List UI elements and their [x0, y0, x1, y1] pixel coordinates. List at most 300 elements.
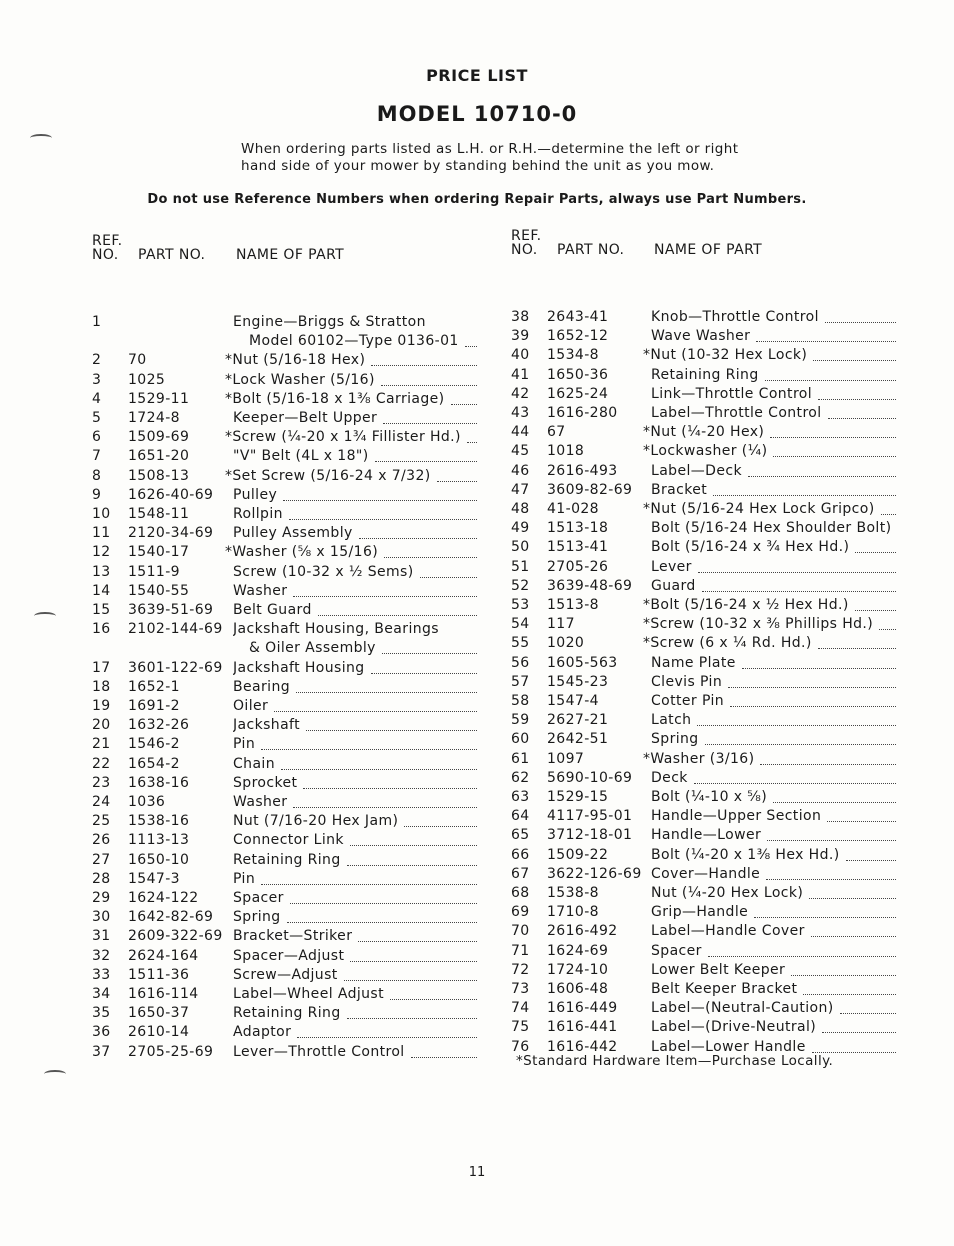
- part-row: [92, 602, 482, 621]
- part-row: [92, 564, 482, 583]
- part-name: Label—Wheel Adjust: [233, 986, 385, 1002]
- dot-leader: [283, 500, 477, 501]
- dot-leader: [437, 481, 477, 482]
- part-number: 1650-10: [128, 851, 190, 868]
- dot-leader: [287, 922, 477, 923]
- ref-number: 11: [92, 525, 111, 542]
- part-number: 1529-15: [547, 789, 609, 805]
- part-name: *Bolt (5/16-24 x ½ Hex Hd.): [643, 597, 849, 613]
- part-name: Label—(Drive-Neutral): [651, 1019, 817, 1036]
- reference-number-warning: Do not use Reference Numbers when ordering Repair Parts, always use Part Numbers.: [147, 192, 807, 207]
- part-row: [92, 391, 482, 410]
- part-name: Oiler: [233, 698, 269, 714]
- part-number: 1616-280: [547, 405, 618, 421]
- part-number: 1534-8: [547, 347, 599, 364]
- part-no-header: PART NO.: [557, 242, 625, 258]
- dot-leader: [730, 706, 896, 707]
- dot-leader: [754, 917, 896, 918]
- ref-number: 22: [92, 755, 111, 772]
- dot-leader: [371, 673, 477, 674]
- part-number: 1513-18: [547, 520, 609, 537]
- part-name: *Washer (⅝ x 15/16): [225, 544, 379, 561]
- ref-number: 48: [511, 501, 530, 517]
- part-name: Clevis Pin: [651, 673, 723, 690]
- part-number: 117: [547, 616, 575, 633]
- part-name: Engine—Briggs & Stratton: [233, 314, 426, 330]
- part-name: Bolt (5/16-24 x ¾ Hex Hd.): [651, 539, 850, 556]
- dot-leader: [879, 629, 896, 630]
- part-row: [92, 986, 482, 1005]
- part-number: 1097: [547, 750, 585, 767]
- ref-number: 23: [92, 774, 111, 791]
- part-number: 1547-4: [547, 693, 599, 709]
- parts-column-left: [92, 233, 482, 1060]
- part-number: 1540-55: [128, 582, 190, 599]
- part-number: 3639-48-69: [547, 577, 633, 594]
- ref-number: 10: [92, 506, 111, 522]
- dot-leader: [840, 1013, 896, 1014]
- part-name: *Lock Washer (5/16): [225, 371, 375, 388]
- part-name: *Screw (6 x ¼ Rd. Hd.): [643, 635, 812, 652]
- part-row: [511, 751, 901, 770]
- ref-number: 50: [511, 539, 530, 556]
- dot-leader: [694, 783, 896, 784]
- dot-leader: [765, 380, 896, 381]
- ref-number: 15: [92, 602, 111, 618]
- ref-number: 13: [92, 563, 111, 580]
- part-row: [511, 424, 901, 443]
- dot-leader: [811, 936, 896, 937]
- part-name: Spacer—Adjust: [233, 947, 345, 964]
- column-header-right: [511, 228, 901, 262]
- part-number: 2102-144-69: [128, 621, 223, 638]
- part-name: Nut (7/16-20 Hex Jam): [233, 813, 399, 830]
- part-name: Retaining Ring: [233, 851, 341, 868]
- part-row: [92, 525, 482, 544]
- part-name: Jackshaft: [233, 717, 301, 734]
- part-row: [92, 1005, 482, 1024]
- part-row: [511, 616, 901, 635]
- part-row: [511, 520, 901, 539]
- dot-leader: [825, 322, 896, 323]
- part-name: Screw (10-32 x ½ Sems): [233, 563, 414, 580]
- part-number: 3601-122-69: [128, 659, 223, 676]
- part-name: Label—(Neutral-Caution): [651, 1000, 834, 1017]
- part-row: [92, 1024, 482, 1043]
- part-name: Handle—Lower: [651, 827, 762, 844]
- dot-leader: [290, 903, 477, 904]
- ref-number: 67: [511, 865, 530, 882]
- ref-number: 24: [92, 794, 111, 810]
- ref-number: 56: [511, 654, 530, 671]
- part-name: Lever—Throttle Control: [233, 1043, 405, 1060]
- ref-number: 18: [92, 678, 111, 695]
- dot-leader: [705, 744, 896, 745]
- part-name: *Set Screw (5/16-24 x 7/32): [225, 467, 431, 484]
- page-number: 11: [468, 1165, 486, 1180]
- part-row: [511, 501, 901, 520]
- dot-leader: [420, 577, 477, 578]
- dot-leader: [358, 941, 477, 942]
- part-name: Spacer: [651, 942, 702, 959]
- part-name: Sprocket: [233, 774, 298, 791]
- hardware-footnote: *Standard Hardware Item—Purchase Locally.: [516, 1053, 834, 1069]
- dot-leader: [803, 994, 896, 995]
- part-row: [511, 770, 901, 789]
- ref-number: 65: [511, 827, 530, 844]
- part-number: 1652-12: [547, 328, 609, 345]
- part-row: [92, 948, 482, 967]
- part-name: Bolt (5/16-24 Hex Shoulder Bolt): [651, 520, 892, 537]
- ref-number: 36: [92, 1024, 111, 1041]
- part-name: "V" Belt (4L x 18"): [233, 448, 369, 465]
- part-number: 1616-441: [547, 1019, 618, 1036]
- part-row: [511, 923, 901, 942]
- ref-number: 62: [511, 769, 530, 786]
- parts-column-right: [511, 228, 901, 1055]
- ref-number: 2: [92, 352, 102, 369]
- dot-leader: [828, 418, 896, 419]
- dot-leader: [766, 879, 896, 880]
- dot-leader: [411, 1057, 477, 1058]
- part-name: *Nut (10-32 Hex Lock): [643, 347, 808, 364]
- name-of-part-header: NAME OF PART: [236, 247, 345, 263]
- part-number: 1511-36: [128, 966, 190, 983]
- ref-header-line1: REF.: [511, 228, 542, 244]
- part-row: [511, 847, 901, 866]
- ref-number: 34: [92, 986, 111, 1002]
- part-row: [92, 314, 482, 349]
- dot-leader: [742, 668, 896, 669]
- ref-number: 28: [92, 870, 111, 887]
- ref-number: 37: [92, 1043, 111, 1060]
- dot-leader: [813, 360, 896, 361]
- part-number: 1625-24: [547, 385, 609, 402]
- part-name: *Nut (¼-20 Hex): [643, 424, 765, 441]
- ref-number: 9: [92, 486, 102, 503]
- part-name: Bolt (¼-10 x ⅝): [651, 789, 768, 805]
- part-row: [92, 679, 482, 698]
- part-name: *Nut (5/16-24 Hex Lock Gripco): [643, 501, 875, 517]
- dot-leader: [382, 653, 477, 654]
- ref-number: 60: [511, 731, 530, 748]
- ref-number: 68: [511, 885, 530, 901]
- ref-number: 76: [511, 1038, 530, 1055]
- part-number: 1652-1: [128, 678, 180, 695]
- part-row: [92, 352, 482, 371]
- part-row: [92, 544, 482, 563]
- ref-number: 30: [92, 909, 111, 926]
- part-number: 2643-41: [547, 309, 609, 325]
- part-row: [92, 756, 482, 775]
- part-row: [92, 429, 482, 448]
- dot-leader: [375, 461, 477, 462]
- part-name: Latch: [651, 712, 692, 729]
- part-number: 1642-82-69: [128, 909, 214, 926]
- dot-leader: [791, 975, 896, 976]
- dot-leader: [261, 749, 477, 750]
- dot-leader: [293, 807, 477, 808]
- dot-leader: [451, 404, 477, 405]
- part-number: 1018: [547, 443, 585, 460]
- part-row: [511, 578, 901, 597]
- binder-hole-mark-middle: [34, 612, 56, 620]
- part-number: 2610-14: [128, 1024, 190, 1041]
- part-number: 1710-8: [547, 904, 599, 921]
- part-row: [511, 731, 901, 750]
- ref-number: 53: [511, 597, 530, 613]
- part-name: Spacer: [233, 890, 284, 906]
- part-number: 5690-10-69: [547, 769, 633, 786]
- ref-number: 29: [92, 890, 111, 906]
- part-name: Spring: [233, 909, 281, 926]
- part-row: [511, 463, 901, 482]
- part-row: [92, 717, 482, 736]
- ref-header-line2: NO.: [92, 247, 119, 263]
- part-number: 1025: [128, 371, 166, 388]
- part-name: Washer: [233, 582, 288, 599]
- part-name: Lever: [651, 558, 692, 575]
- part-name: Label—Handle Cover: [651, 923, 805, 940]
- dot-leader: [767, 840, 896, 841]
- part-name: Chain: [233, 755, 275, 772]
- part-number: 1724-8: [128, 410, 180, 426]
- part-row: [511, 1019, 901, 1038]
- dot-leader: [306, 730, 477, 731]
- ref-number: 21: [92, 736, 111, 753]
- ref-number: 7: [92, 448, 102, 465]
- part-name: Cotter Pin: [651, 693, 725, 709]
- dot-leader: [697, 725, 896, 726]
- ref-number: 51: [511, 558, 530, 575]
- dot-leader: [773, 456, 896, 457]
- ref-number: 39: [511, 328, 530, 345]
- dot-leader: [809, 898, 896, 899]
- dot-leader: [756, 341, 896, 342]
- part-row: [511, 386, 901, 405]
- ref-number: 1: [92, 314, 102, 330]
- dot-leader: [384, 557, 477, 558]
- ref-number: 47: [511, 481, 530, 498]
- ref-number: 12: [92, 544, 111, 561]
- part-name: Pulley: [233, 486, 278, 503]
- part-row: [511, 904, 901, 923]
- part-row: [92, 736, 482, 755]
- part-row: [511, 309, 901, 328]
- part-row: [92, 813, 482, 832]
- dot-leader: [708, 956, 896, 957]
- part-row: [92, 775, 482, 794]
- dot-leader: [347, 865, 477, 866]
- part-number: 41-028: [547, 501, 599, 517]
- dot-leader: [390, 999, 477, 1000]
- column-header-left: [92, 233, 482, 267]
- part-row: [92, 448, 482, 467]
- part-row: [511, 712, 901, 731]
- part-number: 1546-2: [128, 736, 180, 753]
- part-name: Label—Throttle Control: [651, 405, 822, 421]
- dot-leader: [713, 495, 896, 496]
- part-name: Nut (¼-20 Hex Lock): [651, 885, 804, 901]
- part-no-header: PART NO.: [138, 247, 206, 263]
- part-number: 70: [128, 352, 147, 369]
- part-number: 1513-41: [547, 539, 609, 556]
- ref-number: 32: [92, 947, 111, 964]
- part-row: [92, 832, 482, 851]
- dot-leader: [818, 648, 896, 649]
- part-name: Pulley Assembly: [233, 525, 353, 542]
- ref-number: 57: [511, 673, 530, 690]
- part-number: 2705-26: [547, 558, 609, 575]
- ref-header-line2: NO.: [511, 242, 538, 258]
- part-number: 1606-48: [547, 981, 609, 997]
- part-number: 3712-18-01: [547, 827, 633, 844]
- part-number: 1616-442: [547, 1038, 618, 1055]
- ref-number: 20: [92, 717, 111, 734]
- part-name: Bolt (¼-20 x 1⅜ Hex Hd.): [651, 846, 840, 863]
- part-name: *Screw (¼-20 x 1¾ Fillister Hd.): [225, 429, 461, 446]
- ref-number: 27: [92, 851, 111, 868]
- part-number: 1548-11: [128, 506, 190, 522]
- dot-leader: [822, 1032, 896, 1033]
- ref-number: 54: [511, 616, 530, 633]
- dot-leader: [770, 437, 896, 438]
- part-number: 1538-16: [128, 813, 190, 830]
- part-number: 1036: [128, 794, 166, 810]
- part-number: 1691-2: [128, 698, 180, 714]
- ref-number: 64: [511, 808, 530, 825]
- part-name: Washer: [233, 794, 288, 810]
- part-name-continued: Model 60102—Type 0136-01: [249, 333, 459, 349]
- ref-number: 63: [511, 789, 530, 805]
- part-number: 2642-51: [547, 731, 609, 748]
- part-row: [511, 981, 901, 1000]
- ref-number: 35: [92, 1005, 111, 1022]
- part-row: [511, 827, 901, 846]
- ref-number: 69: [511, 904, 530, 921]
- part-name: Link—Throttle Control: [651, 385, 813, 402]
- ref-number: 74: [511, 1000, 530, 1017]
- part-number: 2120-34-69: [128, 525, 214, 542]
- part-number: 1651-20: [128, 448, 190, 465]
- part-row: [511, 597, 901, 616]
- part-number: 1509-22: [547, 846, 609, 863]
- ref-number: 33: [92, 966, 111, 983]
- part-name: Knob—Throttle Control: [651, 309, 819, 325]
- dot-leader: [465, 346, 477, 347]
- part-number: 1626-40-69: [128, 486, 214, 503]
- part-name: Bracket—Striker: [233, 928, 353, 945]
- part-number: 2705-25-69: [128, 1043, 214, 1060]
- ref-number: 42: [511, 385, 530, 402]
- ref-number: 17: [92, 659, 111, 676]
- part-row: [92, 372, 482, 391]
- part-row: [92, 928, 482, 947]
- part-row: [511, 693, 901, 712]
- part-row: [511, 885, 901, 904]
- part-number: 3609-82-69: [547, 481, 633, 498]
- ref-number: 49: [511, 520, 530, 537]
- dot-leader: [359, 538, 477, 539]
- part-name: Jackshaft Housing, Bearings: [233, 621, 439, 638]
- part-row: [511, 367, 901, 386]
- part-name: Adaptor: [233, 1024, 292, 1041]
- dot-leader: [289, 519, 477, 520]
- dot-leader: [818, 399, 896, 400]
- part-row: [92, 909, 482, 928]
- ref-number: 8: [92, 467, 102, 484]
- ref-number: 6: [92, 429, 102, 446]
- ref-number: 55: [511, 635, 530, 652]
- ref-number: 66: [511, 846, 530, 863]
- part-row: [511, 1000, 901, 1019]
- part-name: Grip—Handle: [651, 904, 749, 921]
- part-row: [92, 890, 482, 909]
- part-name: Rollpin: [233, 506, 283, 522]
- part-number: 1650-37: [128, 1005, 190, 1022]
- ref-number: 41: [511, 366, 530, 383]
- part-name: *Lockwasher (¼): [643, 443, 768, 460]
- ref-number: 71: [511, 942, 530, 959]
- name-of-part-header: NAME OF PART: [654, 242, 763, 258]
- part-row: [92, 468, 482, 487]
- ref-number: 52: [511, 577, 530, 594]
- part-number: 1605-563: [547, 654, 618, 671]
- part-name: Connector Link: [233, 832, 344, 849]
- part-row: [92, 621, 482, 657]
- ref-number: 3: [92, 371, 102, 388]
- dot-leader: [728, 687, 896, 688]
- ref-number: 43: [511, 405, 530, 421]
- dot-leader: [748, 476, 896, 477]
- dot-leader: [347, 1018, 477, 1019]
- part-row: [511, 943, 901, 962]
- part-number: 1632-26: [128, 717, 190, 734]
- part-number: 1020: [547, 635, 585, 652]
- part-row: [92, 852, 482, 871]
- binder-hole-mark-top: [30, 134, 52, 142]
- part-name: Wave Washer: [651, 328, 751, 345]
- part-number: 1650-36: [547, 366, 609, 383]
- ref-number: 14: [92, 582, 111, 599]
- part-row: [511, 866, 901, 885]
- ref-number: 25: [92, 813, 111, 830]
- part-name: *Washer (3/16): [643, 750, 755, 767]
- ref-number: 38: [511, 309, 530, 325]
- part-number: 1624-122: [128, 890, 199, 906]
- ref-number: 75: [511, 1019, 530, 1036]
- part-number: 1509-69: [128, 429, 190, 446]
- dot-leader: [296, 692, 477, 693]
- dot-leader: [318, 615, 477, 616]
- dot-leader: [261, 884, 477, 885]
- ref-number: 4: [92, 390, 102, 407]
- dot-leader: [371, 365, 477, 366]
- part-name: Keeper—Belt Upper: [233, 410, 378, 426]
- ref-number: 59: [511, 712, 530, 729]
- ref-number: 70: [511, 923, 530, 940]
- part-name: Handle—Upper Section: [651, 808, 822, 825]
- part-number: 1508-13: [128, 467, 190, 484]
- ref-number: 45: [511, 443, 530, 460]
- ref-header-line1: REF.: [92, 233, 123, 249]
- part-row: [511, 655, 901, 674]
- part-number: 2609-322-69: [128, 928, 223, 945]
- part-number: 1511-9: [128, 563, 180, 580]
- part-name: Jackshaft Housing: [233, 659, 365, 676]
- ref-number: 61: [511, 750, 530, 767]
- part-number: 4117-95-01: [547, 808, 633, 825]
